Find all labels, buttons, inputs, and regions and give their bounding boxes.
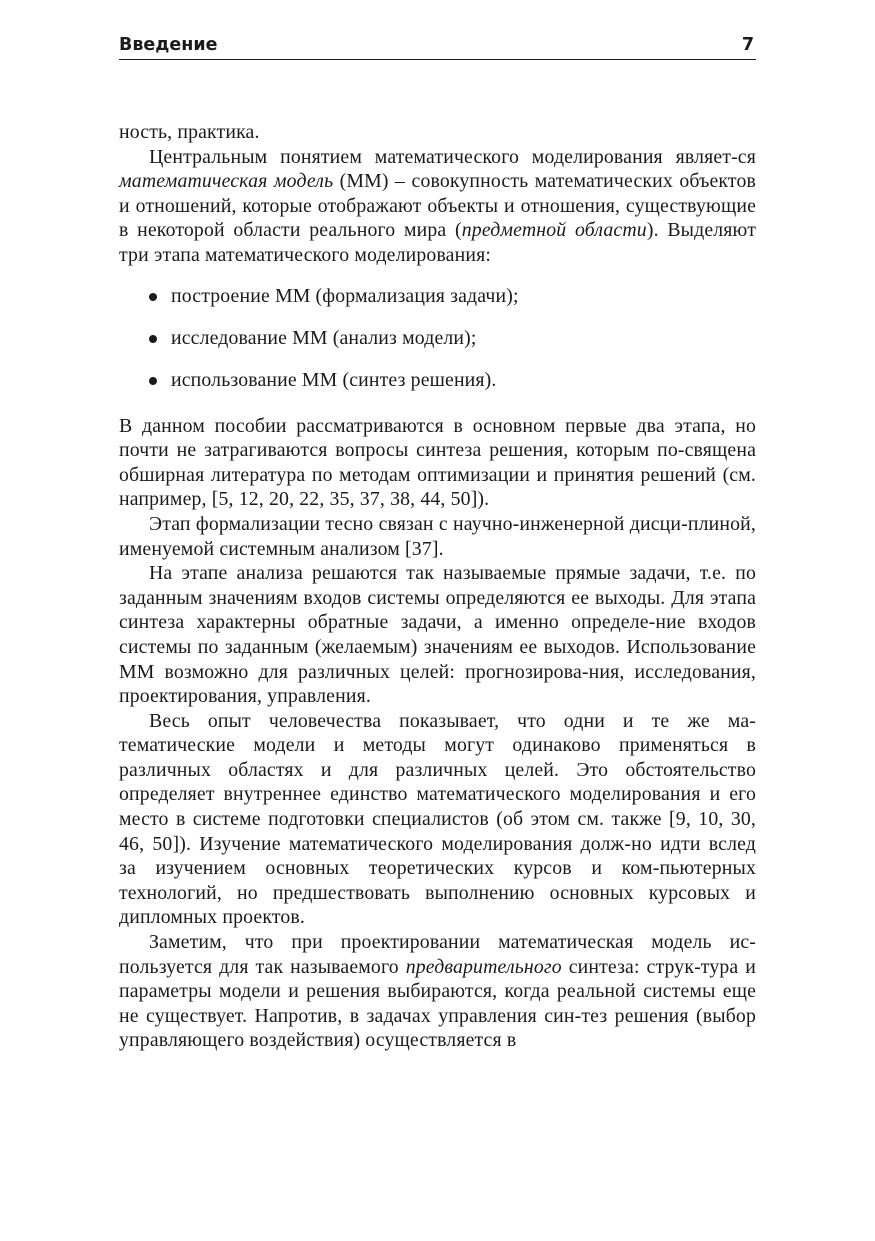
stage-text: использование ММ (синтез решения). xyxy=(171,368,497,391)
paragraph-scope: В данном пособии рассматриваются в основном первые два этапа, но почти не затрагиваются вопросы синтеза решения, которым по-священа обширная литература по методам оптимизации и принятия решений (см. например, [5, 12, 20, 22, 35, 37, 38, 44, 50]). xyxy=(119,414,756,511)
paragraph-mm-definition xyxy=(119,145,756,268)
page-number: 7 xyxy=(741,35,754,55)
paragraph-continuation: ность, практика. xyxy=(119,121,260,143)
stage-text: исследование ММ (анализ модели); xyxy=(171,326,477,349)
text-run: ). Выделяют три этапа математического моделирования: xyxy=(119,219,756,266)
text-run: (ММ) – совокупность математических объектов и отношений, которые отображают объекты и отношения, существующие в некоторой области реального мира ( xyxy=(119,170,756,242)
bullet-icon xyxy=(149,377,157,385)
term-preliminary: предварительного xyxy=(405,955,562,978)
stage-item xyxy=(119,368,756,398)
paragraph-design xyxy=(119,930,756,1053)
paragraph-experience: Весь опыт человечества показывает, что одни и те же ма-тематические модели и методы могут одинаково применяться в различных областях и для различных целей. Это обстоятельство определяет внутреннее единство математического моделирования и его место в системе подготовки специалистов (об этом см. также [9, 10, 30, 46, 50]). Изучение математического моделирования долж-но идти вслед за изучением основных теоретических курсов и ком-пьютерных технологий, но предшествовать выполнению основных курсовых и дипломных проектов. xyxy=(119,709,756,929)
stages-list xyxy=(119,284,756,398)
term-subject-area: предметной области xyxy=(461,219,647,242)
chapter-title: Введение xyxy=(119,35,218,55)
paragraph-analysis: На этапе анализа решаются так называемые прямые задачи, т.е. по заданным значениям входов системы определяются ее выходы. Для этапа синтеза характерны обратные задачи, а именно определе-ние входов системы по заданным (желаемым) значениям ее выходов. Использование ММ возможно для различных целей: прогнозирова-ния, исследования, проектирования, управления. xyxy=(119,562,756,708)
text-run: синтеза: струк-тура и параметры модели и решения выбираются, когда реальной системы еще не существует. Напротив, в задачах управления син-тез решения (выбор управляющего воздействия) осуществляется в xyxy=(119,955,756,1052)
running-header xyxy=(119,33,756,60)
bullet-icon xyxy=(149,293,157,301)
text-run: Центральным понятием математического моделирования являет-ся xyxy=(149,145,756,168)
bullet-icon xyxy=(149,335,157,343)
stage-item xyxy=(119,326,756,368)
stage-text: построение ММ (формализация задачи); xyxy=(171,284,519,307)
stage-item xyxy=(119,284,756,326)
page-body xyxy=(119,120,756,1053)
text-run: Заметим, что при проектировании математическая модель ис-пользуется для так называемого xyxy=(119,931,756,978)
paragraph-formalization: Этап формализации тесно связан с научно-инженерной дисци-плиной, именуемой системным анализом [37]. xyxy=(119,512,756,560)
term-mathematical-model: математическая модель xyxy=(119,170,334,193)
